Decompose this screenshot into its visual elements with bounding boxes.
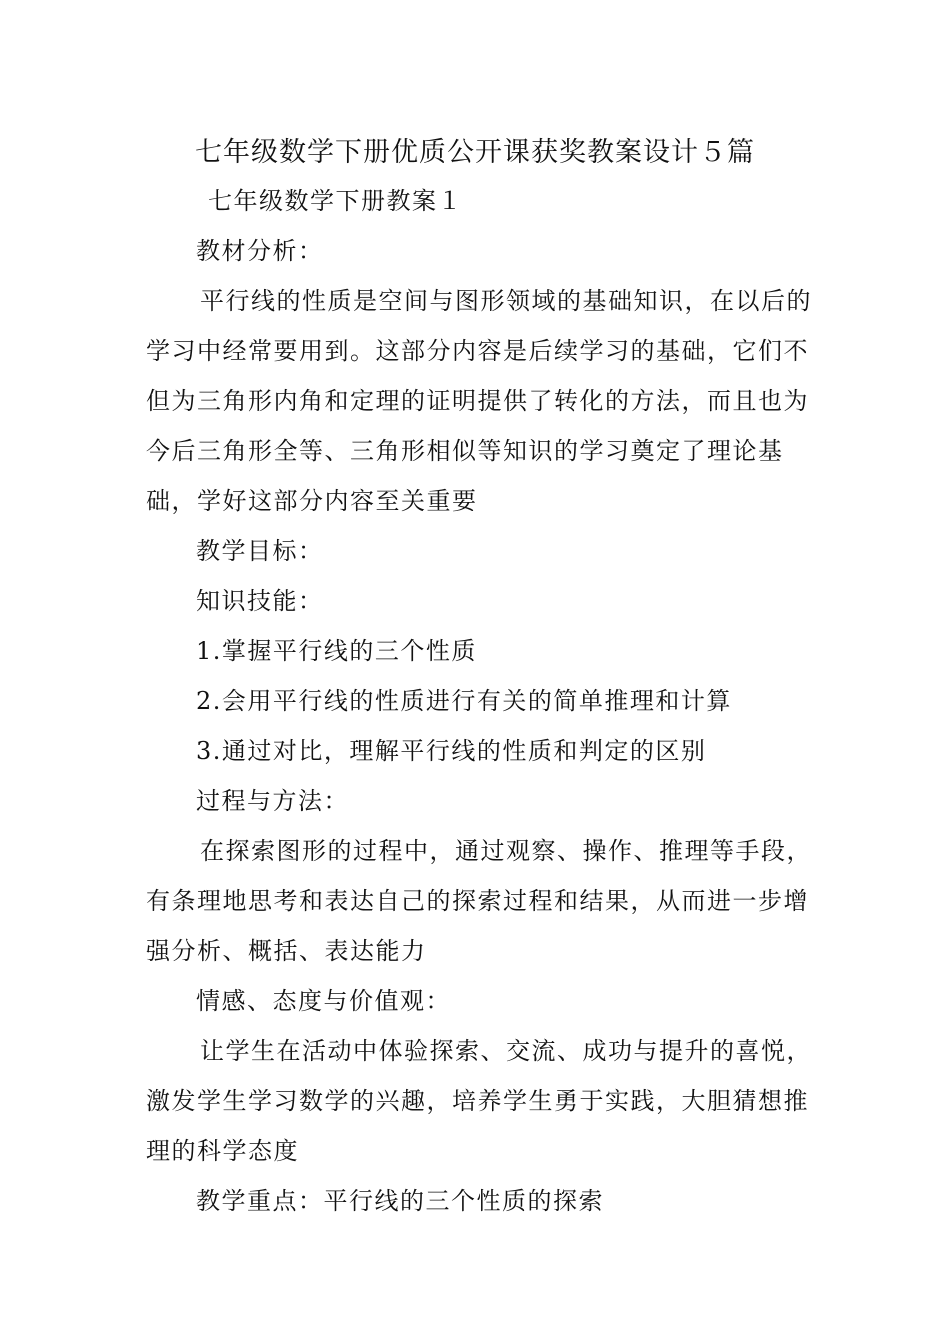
paragraph-material-analysis: 平行线的性质是空间与图形领域的基础知识，在以后的学习中经常要用到。这部分内容是后续学习的基础，它们不但为三角形内角和定理的证明提供了转化的方法，而且也为今后三角形全等、三角形相似等知识的学习奠定了理论基础，学好这部分内容至关重要 [146, 287, 812, 515]
document-title: 七年级数学下册优质公开课获奖教案设计５篇 [195, 137, 755, 168]
heading-process-methods: 过程与方法： [196, 787, 349, 815]
heading-material-analysis: 教材分析： [196, 237, 324, 265]
heading-knowledge-skills: 知识技能： [196, 587, 324, 615]
paragraph-process-methods: 在探索图形的过程中，通过观察、操作、推理等手段，有条理地思考和表达自己的探索过程和结果，从而进一步增强分析、概括、表达能力 [146, 837, 812, 965]
list-item-1: 1.掌握平行线的三个性质 [196, 637, 477, 665]
heading-emotion-attitude: 情感、态度与价值观： [196, 987, 451, 1015]
list-item-2: 2.会用平行线的性质进行有关的简单推理和计算 [196, 687, 732, 715]
lesson-subtitle: 七年级数学下册教案１ [208, 187, 463, 215]
teaching-key-point: 教学重点：平行线的三个性质的探索 [196, 1187, 604, 1215]
list-item-3: 3.通过对比，理解平行线的性质和判定的区别 [196, 737, 707, 765]
paragraph-emotion-attitude: 让学生在活动中体验探索、交流、成功与提升的喜悦，激发学生学习数学的兴趣，培养学生勇于实践，大胆猜想推理的科学态度 [146, 1037, 812, 1165]
heading-teaching-goals: 教学目标： [196, 537, 324, 565]
